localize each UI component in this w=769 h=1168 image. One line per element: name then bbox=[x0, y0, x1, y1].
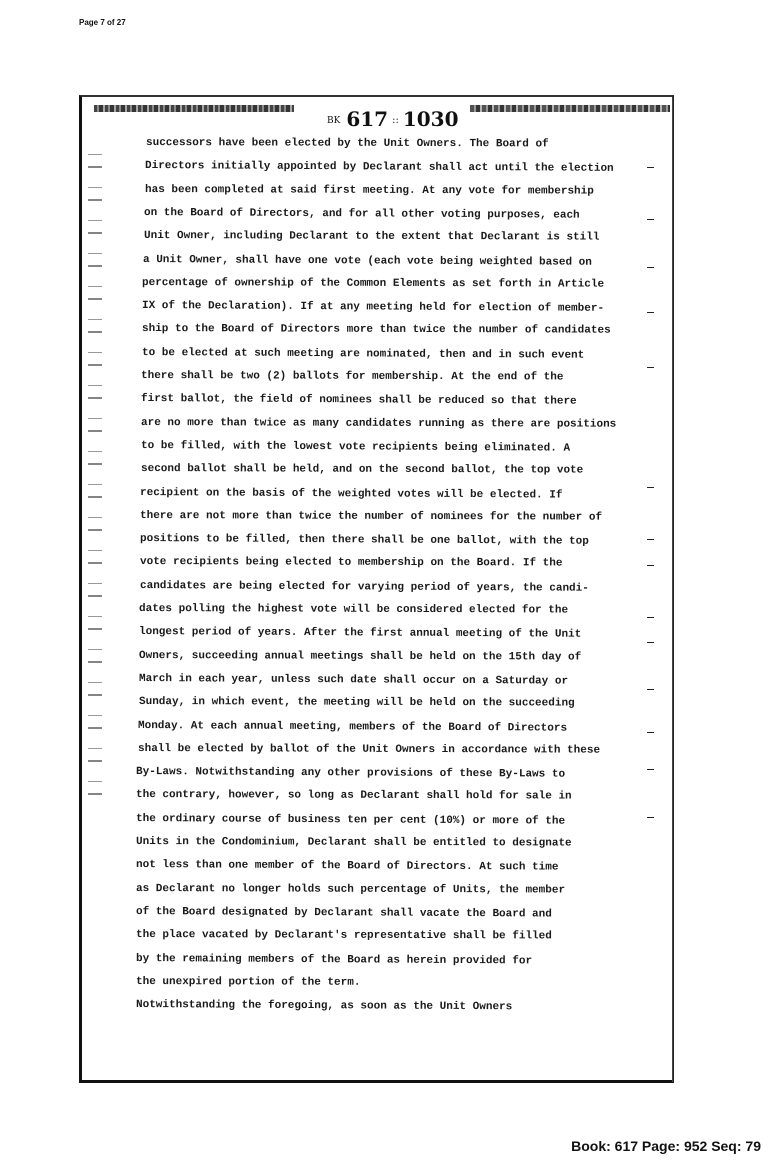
text-line: longest period of years. After the first annual meeting of the Unit bbox=[139, 626, 582, 641]
text-line: to be elected at such meeting are nominated, then and in such event bbox=[141, 346, 584, 362]
text-line: there are not more than twice the number of nominees for the number of bbox=[140, 509, 603, 524]
book-page-stamp bbox=[327, 107, 459, 131]
right-margin-tick-marks bbox=[647, 157, 667, 837]
margin-tick-mark bbox=[647, 539, 654, 540]
text-line: IX of the Declaration). If at any meeting held for election of member- bbox=[141, 300, 605, 315]
text-line: by the remaining members of the Board as herein provided for bbox=[135, 952, 533, 967]
left-margin-scan-marks bbox=[88, 147, 102, 797]
text-line: By-Laws. Notwithstanding any other provisions of these By-Laws to bbox=[135, 766, 566, 781]
text-line: percentage of ownership of the Common Elements as set forth in Article bbox=[142, 276, 605, 291]
stamp-prefix: BK bbox=[327, 115, 341, 126]
margin-tick-mark bbox=[647, 817, 654, 818]
text-line: second ballot shall be held, and on the second ballot, the top vote bbox=[140, 463, 583, 477]
margin-tick-mark bbox=[647, 367, 654, 368]
footer-book-label: Book: bbox=[571, 1138, 611, 1154]
text-line: recipient on the basis of the weighted votes will be elected. If bbox=[140, 486, 563, 502]
stamp-page-number: 1030 bbox=[402, 107, 459, 131]
margin-tick-mark bbox=[647, 312, 654, 313]
text-line: the place vacated by Declarant's representative shall be filled bbox=[135, 929, 552, 943]
text-line: Sunday, in which event, the meeting will be held on the succeeding bbox=[138, 696, 575, 710]
text-line: of the Board designated by Declarant shall vacate the Board and bbox=[135, 905, 552, 921]
text-line: the contrary, however, so long as Declarant shall hold for sale in bbox=[135, 789, 572, 803]
margin-tick-mark bbox=[647, 732, 654, 733]
text-line: positions to be filled, then there shall be one ballot, with the top bbox=[139, 533, 589, 548]
text-line: Directors initially appointed by Declarant shall act until the election bbox=[145, 160, 615, 176]
text-line: dates polling the highest vote will be considered elected for the bbox=[139, 603, 569, 617]
margin-tick-mark bbox=[647, 689, 654, 690]
footer-seq-label: Seq: bbox=[711, 1138, 742, 1154]
right-margin-rule bbox=[672, 97, 673, 1082]
text-line: Notwithstanding the foregoing, as soon as the Unit Owners bbox=[135, 999, 513, 1014]
text-line: Owners, succeeding annual meetings shall be held on the 15th day of bbox=[138, 649, 582, 664]
text-line: has been completed at said first meeting. At any vote for membership bbox=[144, 183, 594, 198]
text-line: as Declarant no longer holds such percentage of Units, the member bbox=[135, 882, 566, 897]
text-line: are no more than twice as many candidates running as there are positions bbox=[140, 416, 617, 431]
text-line: successors have been elected by the Unit Owners. The Board of bbox=[145, 137, 549, 151]
text-line: candidates are being elected for varying period of years, the candi- bbox=[139, 579, 589, 595]
footer-book-value: 617 bbox=[614, 1138, 639, 1154]
text-line: a Unit Owner, shall have one vote (each vote being weighted based on bbox=[142, 253, 592, 269]
text-line: the unexpired portion of the term. bbox=[135, 975, 361, 989]
scan-header-noise-right bbox=[470, 105, 670, 112]
margin-tick-mark bbox=[647, 219, 654, 220]
text-line: Unit Owner, including Declarant to the extent that Declarant is still bbox=[143, 230, 600, 244]
margin-tick-mark bbox=[647, 267, 654, 268]
text-line: not less than one member of the Board of Directors. At such time bbox=[135, 859, 559, 874]
text-line: ship to the Board of Directors more than twice the number of candidates bbox=[141, 323, 611, 338]
text-line: to be filled, with the lowest vote recipients being eliminated. A bbox=[140, 439, 570, 455]
margin-tick-mark bbox=[647, 617, 654, 618]
text-line: shall be elected by ballot of the Unit Owners in accordance with these bbox=[138, 742, 601, 757]
stamp-book-number: 617 bbox=[346, 107, 389, 131]
text-line: first ballot, the field of nominees shall be reduced so that there bbox=[141, 393, 577, 408]
text-line: there shall be two (2) ballots for membership. At the end of the bbox=[141, 370, 564, 384]
margin-tick-mark bbox=[647, 167, 654, 168]
margin-tick-mark bbox=[647, 565, 654, 566]
text-line: on the Board of Directors, and for all other voting purposes, each bbox=[144, 206, 580, 222]
footer-seq-value: 79 bbox=[745, 1138, 761, 1154]
margin-tick-mark bbox=[647, 769, 654, 770]
text-line: Monday. At each annual meeting, members of the Board of Directors bbox=[138, 719, 568, 735]
footer-page-value: 952 bbox=[683, 1138, 708, 1154]
scan-header-noise-left bbox=[94, 105, 294, 112]
text-line: vote recipients being elected to membership on the Board. If the bbox=[139, 556, 563, 570]
margin-tick-mark bbox=[647, 487, 654, 488]
page-indicator: Page 7 of 27 bbox=[79, 18, 126, 27]
stamp-separator: :: bbox=[392, 115, 399, 126]
text-line: March in each year, unless such date shall occur on a Saturday or bbox=[138, 672, 568, 688]
footer-page-label: Page: bbox=[641, 1138, 681, 1154]
text-line: Units in the Condominium, Declarant shall be entitled to designate bbox=[135, 836, 572, 850]
margin-tick-mark bbox=[647, 642, 654, 643]
scanned-document bbox=[79, 95, 674, 1083]
text-line: the ordinary course of business ten per cent (10%) or more of the bbox=[135, 812, 566, 828]
footer-book-page-seq bbox=[571, 1138, 761, 1154]
